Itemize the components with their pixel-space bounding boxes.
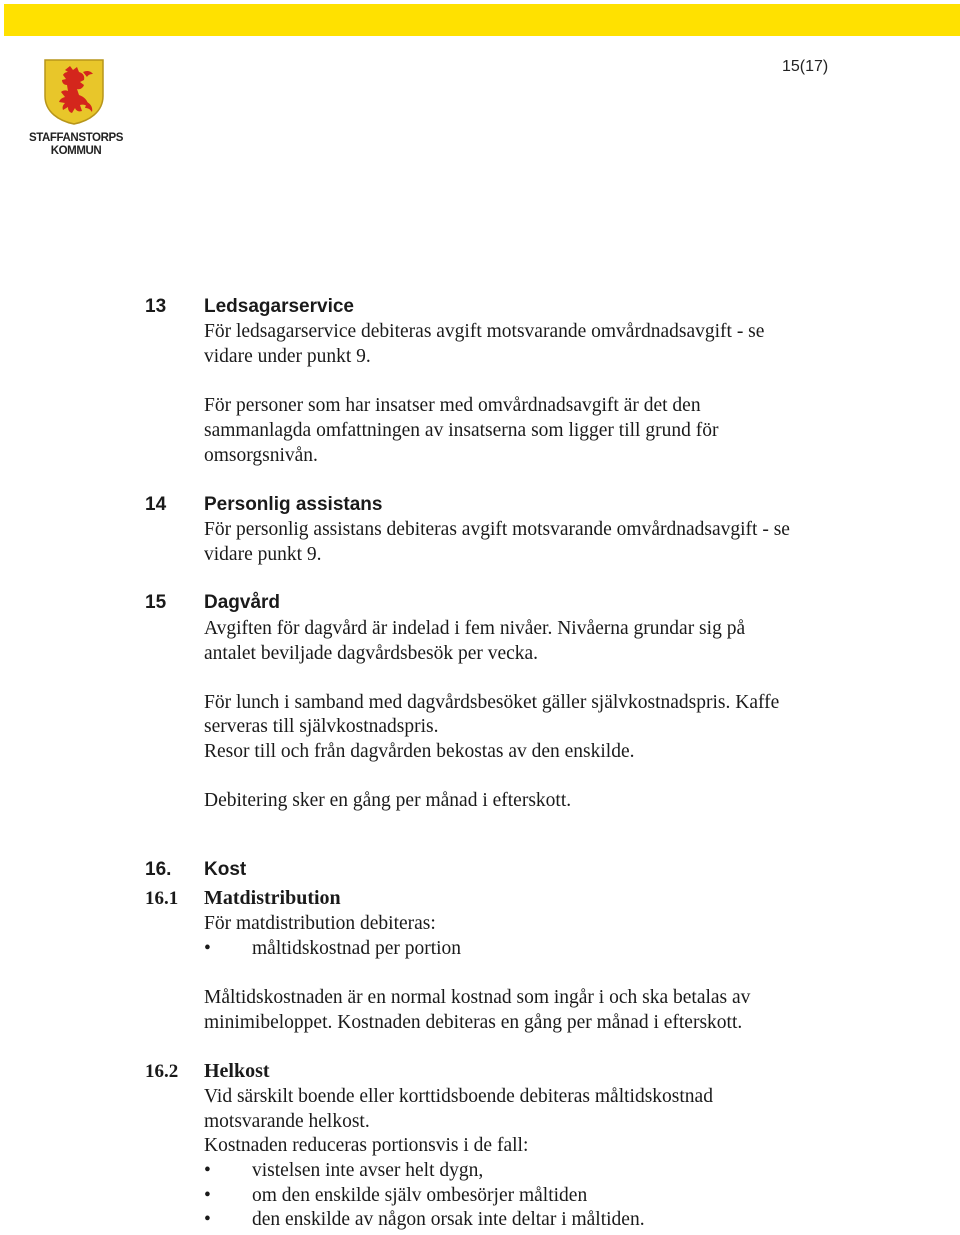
section-number: 14 (145, 494, 167, 515)
paragraph-line: Kostnaden reduceras portionsvis i de fall: (204, 1135, 529, 1156)
subsection-number: 16.2 (145, 1061, 179, 1082)
paragraph-line: För ledsagarservice debiteras avgift motsvarande omvårdnadsavgift - se (204, 321, 765, 342)
subsection-heading: Matdistribution (204, 887, 341, 909)
section-heading: Ledsagarservice (204, 296, 354, 317)
bullet-marker: • (204, 1185, 211, 1206)
bullet-item: om den enskilde själv ombesörjer måltiden (252, 1185, 588, 1206)
bullet-marker: • (204, 1160, 211, 1181)
section-heading: Kost (204, 859, 247, 880)
paragraph-line: Resor till och från dagvården bekostas av den enskilde. (204, 741, 635, 762)
section-heading: Personlig assistans (204, 494, 383, 515)
section-number: 13 (145, 296, 167, 317)
paragraph-line: Måltidskostnaden är en normal kostnad som ingår i och ska betalas av (204, 987, 751, 1008)
subsection-number: 16.1 (145, 888, 179, 909)
logo-text-line1: STAFFANSTORPS (28, 132, 124, 144)
paragraph-line: För lunch i samband med dagvårdsbesöket gäller självkostnadspris. Kaffe (204, 692, 780, 713)
paragraph-line: minimibeloppet. Kostnaden debiteras en gång per månad i efterskott. (204, 1012, 743, 1033)
paragraph-line: antalet beviljade dagvårdsbesök per vecka. (204, 643, 539, 664)
paragraph-line: För matdistribution debiteras: (204, 913, 436, 934)
logo-text-line2: KOMMUN (50, 145, 102, 157)
paragraph-line: omsorgsnivån. (204, 445, 318, 466)
paragraph-line: vidare punkt 9. (204, 544, 322, 565)
paragraph-line: Vid särskilt boende eller korttidsboende debiteras måltidskostnad (204, 1086, 713, 1107)
paragraph-line: Debitering sker en gång per månad i efterskott. (204, 790, 572, 811)
bullet-item: vistelsen inte avser helt dygn, (252, 1160, 484, 1181)
paragraph-line: sammanlagda omfattningen av insatserna som ligger till grund för (204, 420, 719, 441)
bullet-marker: • (204, 938, 211, 959)
paragraph-line: För personlig assistans debiteras avgift motsvarande omvårdnadsavgift - se (204, 519, 790, 540)
bullet-item: den enskilde av någon orsak inte deltar i måltiden. (252, 1209, 645, 1230)
bullet-item: måltidskostnad per portion (252, 938, 462, 959)
paragraph-line: vidare under punkt 9. (204, 346, 371, 367)
paragraph-line: Avgiften för dagvård är indelad i fem nivåer. Nivåerna grundar sig på (204, 618, 746, 639)
section-heading: Dagvård (204, 592, 281, 613)
coat-of-arms-icon (43, 58, 105, 126)
header-color-bar (4, 4, 960, 36)
municipality-logo (26, 58, 126, 158)
section-number: 16. (145, 859, 172, 880)
paragraph-line: serveras till självkostnadspris. (204, 716, 439, 737)
subsection-heading: Helkost (204, 1060, 270, 1082)
page-number: 15(17) (782, 58, 829, 75)
bullet-marker: • (204, 1209, 211, 1230)
paragraph-line: motsvarande helkost. (204, 1111, 370, 1132)
section-number: 15 (145, 592, 167, 613)
paragraph-line: För personer som har insatser med omvårdnadsavgift är det den (204, 395, 701, 416)
